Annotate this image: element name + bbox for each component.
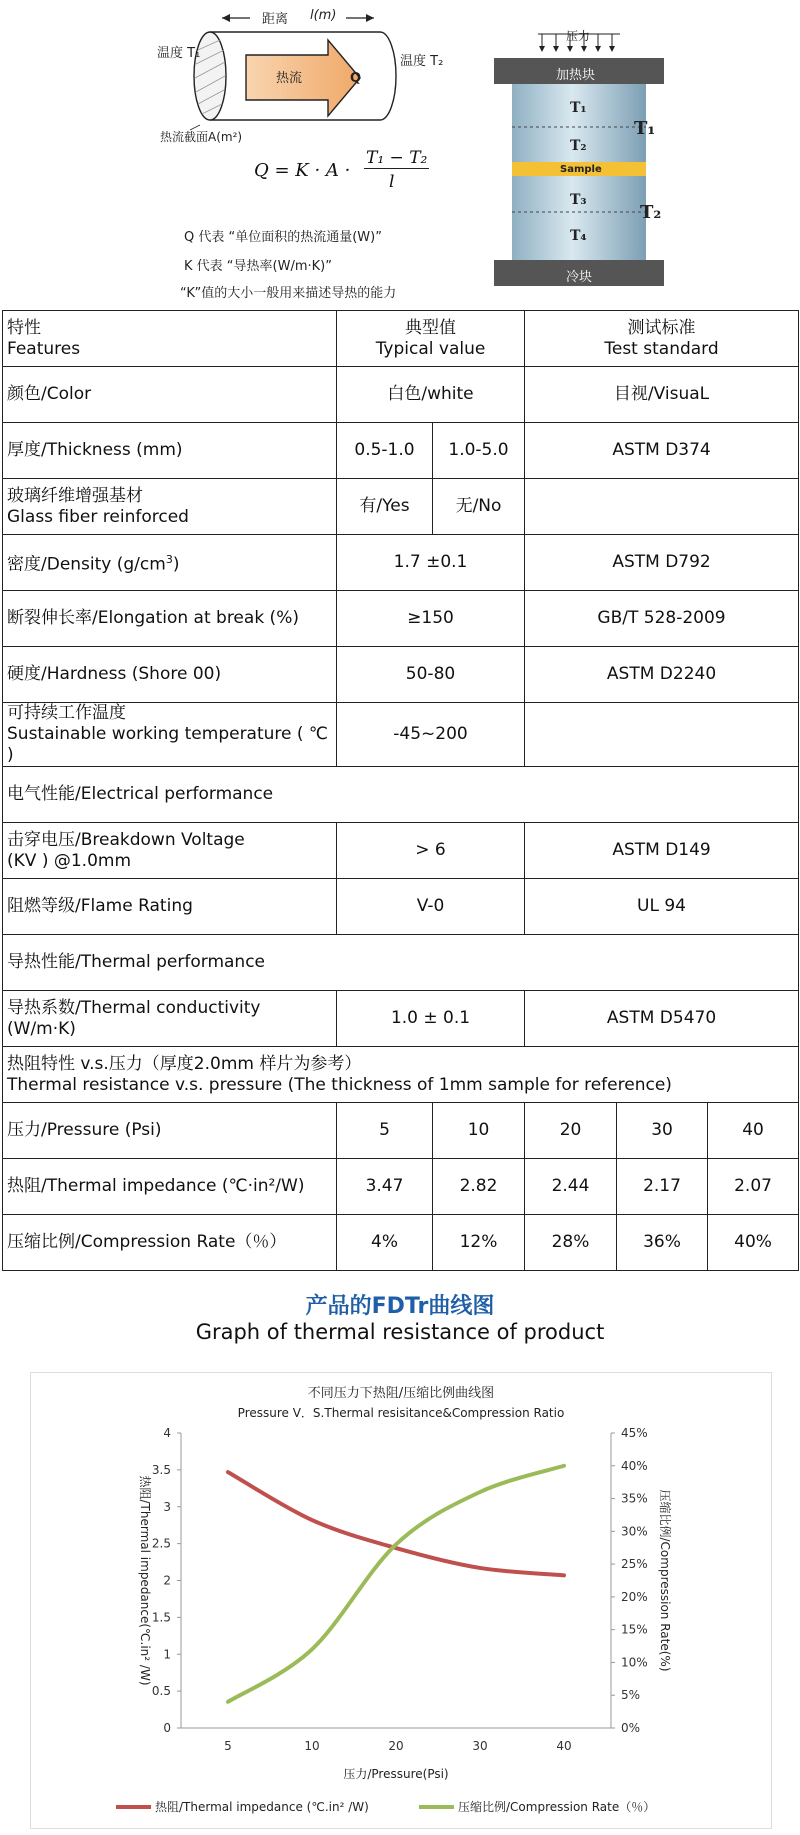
left-axis-label: 热阻/Thermal impedance(℃.in² /W) bbox=[138, 1475, 152, 1686]
table-row bbox=[3, 479, 799, 535]
row-label: 导热系数/Thermal conductivity (W/m·K) bbox=[3, 991, 337, 1047]
row-label: 压力/Pressure (Psi) bbox=[3, 1103, 337, 1159]
legend-label-impedance: 热阻/Thermal impedance (℃.in² /W) bbox=[155, 1800, 369, 1814]
right-tick-label: 0% bbox=[621, 1721, 641, 1735]
row-label: 可持续工作温度 Sustainable working temperature ( ℃ ) bbox=[3, 703, 337, 767]
right-tick-label: 5% bbox=[621, 1688, 641, 1703]
impedance-value: 2.82 bbox=[433, 1159, 525, 1215]
right-tick-label: 30% bbox=[621, 1524, 648, 1539]
table-row bbox=[3, 647, 799, 703]
q-label: Q bbox=[350, 71, 362, 86]
right-tick-label: 35% bbox=[621, 1491, 648, 1506]
impedance-value: 2.07 bbox=[708, 1159, 799, 1215]
x-tick-label: 5 bbox=[224, 1739, 232, 1753]
right-tick-label: 15% bbox=[621, 1622, 648, 1637]
header-typical: 典型值 Typical value bbox=[337, 311, 525, 367]
right-axis-label: 压缩比例/Compression Rate(%) bbox=[658, 1489, 672, 1672]
note-q: Q 代表 “单位面积的热流通量(W)” bbox=[184, 230, 382, 245]
row-label: 密度/Density $(g/cm^3)$ bbox=[3, 535, 337, 591]
left-tick-label: 1.5 bbox=[151, 1610, 171, 1625]
row-standard: ASTM D792 bbox=[525, 535, 799, 591]
heater-label: 加热块 bbox=[556, 68, 596, 83]
impedance-value: 2.17 bbox=[617, 1159, 708, 1215]
data-point-impedance bbox=[228, 1472, 229, 1473]
row-label: 断裂伸长率/Elongation at break (%) bbox=[3, 591, 337, 647]
table-section-row bbox=[3, 767, 799, 823]
left-tick-label: 0 bbox=[163, 1721, 171, 1735]
header-features: 特性 Features bbox=[3, 311, 337, 367]
x-tick-label: 40 bbox=[556, 1739, 572, 1753]
heat-flow-label: 热流 bbox=[276, 71, 303, 86]
left-tick-label: 2 bbox=[163, 1573, 171, 1588]
note-k-value: “K”值的大小一般用来描述导热的能力 bbox=[180, 286, 397, 301]
table-row bbox=[3, 823, 799, 879]
chart-subtitle: Pressure V．S.Thermal resisitance&Compression Ratio bbox=[237, 1406, 565, 1420]
data-point-compression bbox=[480, 1492, 481, 1493]
t4-label: T₄ bbox=[570, 228, 587, 244]
compression-value: 12% bbox=[433, 1215, 525, 1271]
data-point-compression bbox=[396, 1544, 397, 1545]
section-title-en: Graph of thermal resistance of product bbox=[195, 1320, 605, 1344]
row-label: 颜色/Color bbox=[3, 367, 337, 423]
data-point-impedance bbox=[312, 1520, 313, 1521]
left-tick-label: 3.5 bbox=[151, 1462, 171, 1477]
formula-denominator: l bbox=[389, 172, 395, 192]
header-test: 测试标准 Test standard bbox=[525, 311, 799, 367]
right-tick-label: 10% bbox=[621, 1655, 648, 1670]
row-value: 白色/white bbox=[337, 367, 525, 423]
table-row bbox=[3, 703, 799, 767]
compression-value: 40% bbox=[708, 1215, 799, 1271]
row-value: 1.0-5.0 bbox=[433, 423, 525, 479]
right-tick-label: 20% bbox=[621, 1589, 648, 1604]
table-section-row bbox=[3, 935, 799, 991]
table-row bbox=[3, 591, 799, 647]
row-value: ≥150 bbox=[337, 591, 525, 647]
pressure-value: 30 bbox=[617, 1103, 708, 1159]
row-label: 击穿电压/Breakdown Voltage (KV ) @1.0mm bbox=[3, 823, 337, 879]
row-standard: GB/T 528-2009 bbox=[525, 591, 799, 647]
row-standard: ASTM D374 bbox=[525, 423, 799, 479]
data-point-impedance bbox=[480, 1567, 481, 1568]
row-value: 1.7 ±0.1 bbox=[337, 535, 525, 591]
left-tick-label: 1 bbox=[163, 1647, 171, 1662]
t2-label: T₂ bbox=[570, 138, 587, 154]
x-axis-label: 压力/Pressure(Psi) bbox=[343, 1767, 449, 1781]
table-row bbox=[3, 423, 799, 479]
row-value: 0.5-1.0 bbox=[337, 423, 433, 479]
pressure-value: 40 bbox=[708, 1103, 799, 1159]
data-point-compression bbox=[564, 1465, 565, 1466]
data-point-impedance bbox=[396, 1548, 397, 1549]
temp-t2-label: 温度 T₂ bbox=[400, 54, 444, 69]
legend-label-compression: 压缩比例/Compression Rate（％） bbox=[458, 1800, 656, 1814]
row-value: 50-80 bbox=[337, 647, 525, 703]
right-tick-label: 40% bbox=[621, 1458, 648, 1473]
compression-value: 4% bbox=[337, 1215, 433, 1271]
distance-label: 距离 bbox=[262, 12, 289, 27]
data-point-compression bbox=[312, 1649, 313, 1650]
section-electrical: 电气性能/Electrical performance bbox=[3, 767, 799, 823]
row-label: 热阻/Thermal impedance (℃·in²/W) bbox=[3, 1159, 337, 1215]
row-standard: ASTM D2240 bbox=[525, 647, 799, 703]
cooler-label: 冷块 bbox=[566, 270, 593, 285]
cross-section-label: 热流截面A(m²) bbox=[160, 130, 243, 144]
left-tick-label: 2.5 bbox=[151, 1536, 171, 1551]
row-standard bbox=[525, 703, 799, 767]
row-label: 阻燃等级/Flame Rating bbox=[3, 879, 337, 935]
impedance-value: 2.44 bbox=[525, 1159, 617, 1215]
section-thermal-resistance: 热阻特性 v.s.压力（厚度2.0mm 样片为参考） Thermal resistance v.s. pressure (The thickness of 1mm sample for reference) bbox=[3, 1047, 799, 1103]
compression-value: 28% bbox=[525, 1215, 617, 1271]
row-value: 有/Yes bbox=[337, 479, 433, 535]
x-tick-label: 20 bbox=[388, 1739, 404, 1753]
table-row bbox=[3, 535, 799, 591]
spec-table bbox=[2, 310, 799, 1271]
chart-title: 不同压力下热阻/压缩比例曲线图 bbox=[307, 1386, 495, 1401]
t3-label: T₃ bbox=[570, 192, 587, 208]
row-value: 1.0 ± 0.1 bbox=[337, 991, 525, 1047]
impedance-value: 3.47 bbox=[337, 1159, 433, 1215]
t1-label: T₁ bbox=[570, 100, 587, 116]
row-label: 压缩比例/Compression Rate（％） bbox=[3, 1215, 337, 1271]
pressure-label: 压力 bbox=[566, 29, 591, 43]
table-row bbox=[3, 367, 799, 423]
thermal-resistance-chart bbox=[31, 1373, 771, 1828]
data-point-impedance bbox=[564, 1575, 565, 1576]
series-line-impedance bbox=[228, 1472, 564, 1575]
row-label: 硬度/Hardness (Shore 00) bbox=[3, 647, 337, 703]
distance-unit-label: l(m) bbox=[310, 8, 337, 23]
right-tick-label: 25% bbox=[621, 1557, 648, 1572]
compression-value: 36% bbox=[617, 1215, 708, 1271]
table-header-row bbox=[3, 311, 799, 367]
x-tick-label: 30 bbox=[472, 1739, 488, 1753]
big-t1-label: T₁ bbox=[634, 118, 656, 139]
pressure-value: 10 bbox=[433, 1103, 525, 1159]
row-label: 厚度/Thickness (mm) bbox=[3, 423, 337, 479]
formula-lhs: Q = K · A · bbox=[254, 160, 351, 181]
table-row bbox=[3, 879, 799, 935]
row-standard: UL 94 bbox=[525, 879, 799, 935]
row-standard: ASTM D5470 bbox=[525, 991, 799, 1047]
table-row bbox=[3, 1215, 799, 1271]
table-row bbox=[3, 1103, 799, 1159]
pressure-value: 20 bbox=[525, 1103, 617, 1159]
pressure-value: 5 bbox=[337, 1103, 433, 1159]
left-tick-label: 0.5 bbox=[151, 1684, 171, 1699]
section-thermal: 导热性能/Thermal performance bbox=[3, 935, 799, 991]
row-standard: 目视/VisuaL bbox=[525, 367, 799, 423]
right-tick-label: 45% bbox=[621, 1426, 648, 1440]
row-value: V-0 bbox=[337, 879, 525, 935]
row-value: -45~200 bbox=[337, 703, 525, 767]
big-t2-label: T₂ bbox=[640, 202, 662, 223]
sample-label: Sample bbox=[560, 164, 602, 175]
section-title-cn: 产品的FDTr曲线图 bbox=[305, 1294, 495, 1319]
row-value: 无/No bbox=[433, 479, 525, 535]
row-standard: ASTM D149 bbox=[525, 823, 799, 879]
table-row bbox=[3, 991, 799, 1047]
data-point-compression bbox=[228, 1701, 229, 1702]
row-value: > 6 bbox=[337, 823, 525, 879]
row-standard bbox=[525, 479, 799, 535]
table-row bbox=[3, 1159, 799, 1215]
formula-numerator: T₁ − T₂ bbox=[366, 148, 428, 168]
x-tick-label: 10 bbox=[304, 1739, 320, 1753]
note-k: K 代表 “导热率(W/m·K)” bbox=[184, 259, 332, 274]
table-section-row bbox=[3, 1047, 799, 1103]
chart-frame bbox=[30, 1372, 772, 1829]
row-label: 玻璃纤维增强基材 Glass fiber reinforced bbox=[3, 479, 337, 535]
left-tick-label: 4 bbox=[163, 1426, 171, 1440]
temp-t1-label: 温度 T₁ bbox=[157, 46, 201, 61]
left-tick-label: 3 bbox=[163, 1499, 171, 1514]
